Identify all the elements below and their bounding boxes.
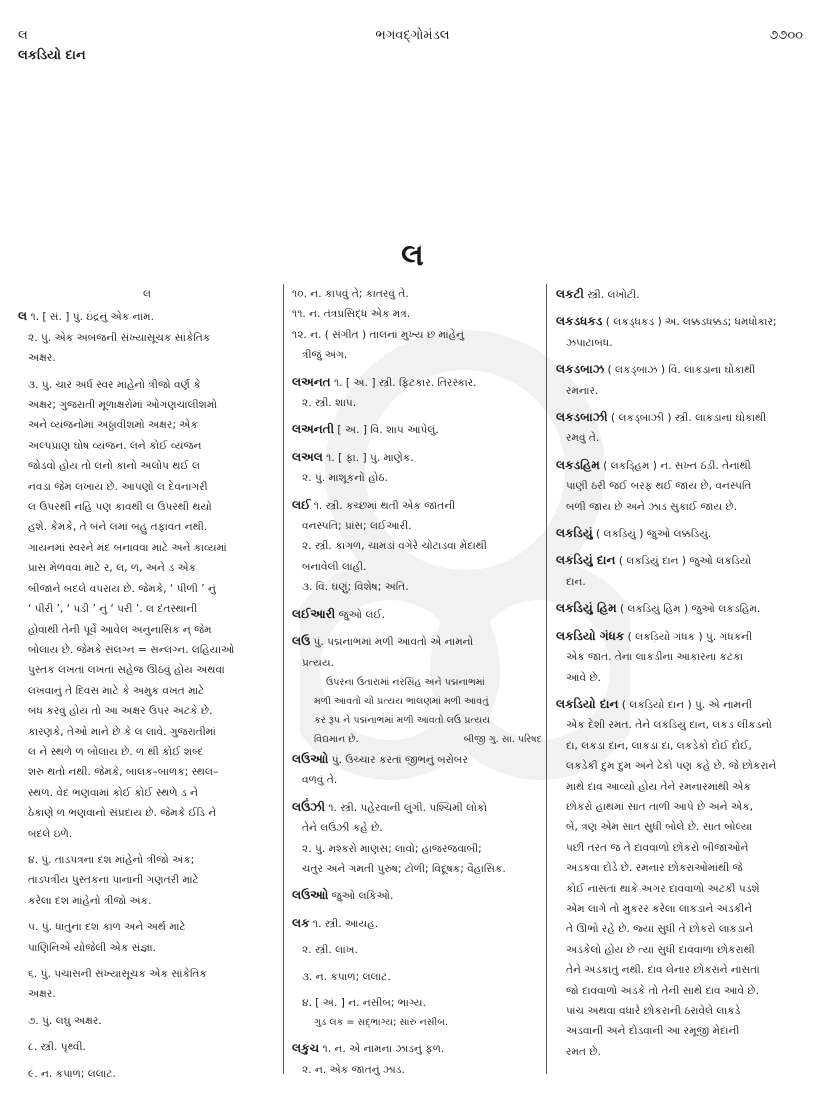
column-divider — [546, 284, 547, 1074]
definition-text: ઠેકાણે ળ ભણવાનો સંપ્રદાય છે. જેમકે ઈડિ ને — [28, 807, 217, 820]
dictionary-entry-line — [292, 967, 542, 987]
headword: લઉંઝી — [292, 799, 326, 814]
dictionary-entry-line — [556, 476, 812, 496]
dictionary-entry-line — [18, 891, 276, 911]
dictionary-entry-line — [18, 497, 276, 517]
dictionary-entry-line — [556, 838, 812, 858]
definition-text: ( લકડ઼િયું ) જુઓ લક્કડિયું. — [592, 528, 712, 541]
headword: લકટી — [556, 287, 584, 301]
definition-text: અડકવા દોડે છે. રમનાર છોકરાઓમાંથી જે — [566, 862, 743, 875]
dictionary-entry-headline — [556, 407, 812, 428]
dictionary-entry-line — [556, 797, 812, 817]
dictionary-entry-line — [18, 620, 276, 640]
headword: લકડધકડ — [556, 314, 603, 329]
definition-text: એક દેશી રમત. તેને લકડિયું દાન, લકડ લીકડનો — [566, 719, 772, 732]
definition-text: ૧. સ્ત્રી. આયહ. — [309, 917, 379, 930]
dictionary-entry-line — [556, 497, 812, 517]
dictionary-entry-line — [292, 393, 542, 413]
column-divider — [283, 284, 284, 1074]
definition-text: અક્ષર; ગુજરાતી મૂળાક્ષરોમાં ઓગણચાલીશમો — [28, 399, 217, 412]
dictionary-entry-headline — [292, 495, 542, 516]
dictionary-entry-line — [18, 477, 276, 497]
headword: લકડહિમ — [556, 457, 600, 472]
definition-text: શરુ થતો નથી. જેમકે, બાલક–બાળક; સ્થલ– — [28, 766, 219, 779]
definition-text: ૬. પું. પચાસની સંખ્યાસૂચક એક સાંકેતિક — [28, 968, 207, 980]
definition-text: ૮. સ્ત્રી. પૃથ્વી. — [28, 1041, 86, 1054]
definition-text: તે ઊભો રહે છે. જ્યાં સુધી તે છોકરો લાકડાને — [566, 923, 754, 936]
definition-text: ‘ પીરી ’, ‘ પડી ’ નું ‘ પરી ’. લ દંતસ્થાની — [28, 603, 198, 616]
dictionary-entry-line — [18, 681, 276, 701]
dictionary-entry-line — [18, 1064, 276, 1084]
dictionary-entry-line — [18, 917, 276, 937]
dictionary-entry-line — [556, 333, 812, 353]
definition-text: ૧. સ્ત્રી. કચ્છમાં થતી એક જાતની — [310, 499, 456, 512]
definition-text: છોકરો હાથમાં સાત તાળી આપે છે અને એક, — [566, 800, 754, 813]
definition-text: એક જાત. તેના લાકડીના આકારના કટકા — [566, 651, 744, 664]
dictionary-entry-line — [18, 984, 276, 1004]
definition-text: ( લકડ્હિમ ) ન. સખ્ત ઠંડી. તેનાથી — [599, 459, 751, 472]
dictionary-entry-line — [556, 715, 812, 735]
headword: લકડિયું દાન — [556, 553, 616, 568]
definition-text: અડકેલો હોય છે ત્યાં સુધી દાવવાળા છોકરાથી — [566, 943, 755, 956]
dictionary-entry-headline — [292, 797, 542, 818]
definition-text: એમ લાગે તો મુકરર કરેલા લાકડાને અડકીને — [566, 902, 753, 915]
dictionary-entry-headline — [292, 372, 542, 393]
definition-text: અક્ષર. — [28, 988, 56, 1001]
headword: લઉઆો — [292, 888, 329, 903]
dictionary-entry-line — [18, 328, 276, 348]
definition-text: જુઓ લઈ. — [335, 608, 386, 621]
dictionary-entry-line — [292, 692, 542, 711]
definition-text: વળવું તે. — [302, 774, 338, 787]
dictionary-entry-line — [292, 468, 542, 488]
dictionary-entry-line — [556, 879, 812, 899]
dictionary-entry-line — [292, 284, 542, 304]
definition-text: વિદ્યમાન છે. — [314, 733, 359, 745]
headword: લઅનત — [292, 374, 331, 389]
dictionary-entry-line — [292, 730, 542, 749]
definition-text: બળી જાય છે અને ઝાડ સુકાઈ જાય છે. — [566, 500, 738, 513]
definition-text: પું. પદ્મનાભમાં મળી આવતો એ નામનો — [310, 636, 474, 649]
definition-text: બદલે ઇળે. — [28, 827, 73, 840]
dictionary-entry-line — [556, 817, 812, 837]
dictionary-entry-line — [18, 395, 276, 415]
dictionary-entry-headline — [556, 359, 812, 380]
definition-text: ૧. [ સં. ] પું. ઇંદ્રનું એક નામ. — [27, 311, 154, 324]
definition-text: મળી આવતો ચો પ્રત્યય ભાલણમાં મળી આવતું — [314, 695, 489, 707]
definition-text: ત્રીજું અંગ. — [302, 349, 348, 362]
headword: લઉ — [292, 634, 311, 649]
dictionary-entry-line — [292, 818, 542, 838]
dictionary-entry-line — [18, 701, 276, 721]
dictionary-entry-line — [18, 803, 276, 823]
definition-text: તાડપત્રીય પુસ્તકનાં પાનાની ગણતરી માટે — [28, 874, 199, 887]
dictionary-entry-headline — [292, 419, 542, 440]
definition-text: પાંચ અથવા વધારે છોકરાની ઠરાવેલે લાકડે — [566, 1005, 741, 1017]
dictionary-entry-line — [18, 742, 276, 762]
dictionary-entry-line — [18, 850, 276, 870]
dictionary-entry-headline — [556, 550, 812, 571]
dictionary-entry-line — [556, 428, 812, 448]
dictionary-entry-line — [18, 456, 276, 476]
definition-text: સ્થળ. વેદ ભણવામાં કોઈ કોઈ સ્થળે ડ ને — [28, 786, 199, 799]
definition-text: [ અ. ] વિ. શાપ આપેલું. — [334, 424, 439, 437]
headword: લકડબાઝ — [556, 362, 605, 377]
definition-text: ગાયનમાં સ્વરને મંદ બનાવવા માટે અને કાવ્યમાં — [28, 541, 227, 554]
dictionary-entry-line — [18, 436, 276, 456]
dictionary-entry-line — [556, 1001, 812, 1021]
definition-text: ચતુર અને ગમતી પુરુષ; ટોળી; વિદૂષક; વૈહાસિક. — [302, 862, 506, 875]
definition-text: ૯. ન. કપાળ; લલાટ. — [28, 1067, 116, 1080]
definition-text: ૨. પું. માશૂકનો હોઠ. — [302, 472, 388, 485]
dictionary-entry-line — [556, 858, 812, 878]
headword: લઉઆો — [292, 751, 329, 766]
definition-text: ૧. [ અ. ] સ્ત્રી. ફિટકાર. તિરસ્કાર. — [330, 376, 477, 389]
definition-text: ( લકડ્ધકડ ) અ. લક્કડધક્કડ; ધમધોકાર; — [602, 316, 777, 329]
dictionary-entry-line — [292, 1060, 542, 1080]
dictionary-entry-line — [292, 859, 542, 879]
dictionary-entry-line — [18, 660, 276, 680]
dictionary-entry-line — [18, 558, 276, 578]
dictionary-entry-line — [18, 762, 276, 782]
definition-text: હોવાથી તેની પૂર્વે આવેલ અનુનાસિક ન્ જેમ — [28, 623, 212, 636]
dictionary-entry-line — [18, 579, 276, 599]
definition-text: દા, લકડા દાન, લાકડા દા, લકડેકો દોઈ દોઈ, — [566, 739, 752, 752]
definition-text: પાણિનિએ યોજેલી એક સંજ્ઞા. — [28, 941, 156, 954]
dictionary-entry-headline — [292, 604, 542, 625]
dictionary-entry-line — [18, 599, 276, 619]
definition-text: ૧. [ ફા. ] પું. માણેક. — [322, 451, 414, 464]
header-dictionary-title: ભગવદ્ગોમંડલ — [375, 28, 450, 43]
definition-text: ૨. સ્ત્રી. લાખ. — [302, 944, 358, 957]
dictionary-entry-line — [556, 647, 812, 667]
column-left — [18, 284, 276, 1083]
definition-text: ૨. પું. એક અબજની સંખ્યાસૂચક સાંકેતિક — [28, 331, 211, 344]
definition-text: પાણી ઠરી જઈ બરફ થઈ જાય છે, વનસ્પતિ — [566, 480, 752, 493]
dictionary-entry-headline — [556, 694, 812, 715]
dictionary-entry-line — [292, 325, 542, 345]
dictionary-entry-line — [18, 824, 276, 844]
definition-text: જોડવો હોય તો લનો કાનો અલોપ થઈ લ — [28, 460, 201, 473]
dictionary-entry-line — [292, 839, 542, 859]
dictionary-entry-headline — [556, 598, 812, 619]
headword: લઈઆરી — [292, 606, 336, 621]
headword: લકડિયું — [556, 526, 593, 541]
definition-text: ૧. ન. એ નામના ઝાડનું ફળ. — [319, 1043, 445, 1056]
definition-text: દાન. — [566, 575, 586, 588]
definition-text: ( લકડ્બાઝી ) સ્ત્રી. લાકડાના ઘોકાથી — [607, 412, 767, 425]
definition-text: ૧૨. ન. ( સંગીત ) તાલનાં મુખ્ય છ માંહેનું — [292, 328, 464, 341]
definition-text: બોલાય છે. જેમકે સંલગ્ન = સન્લગ્ન. લહિયાઓ — [28, 643, 235, 656]
headword: લકડિયો દાન — [556, 696, 619, 711]
definition-text: અક્ષર. — [28, 352, 56, 365]
dictionary-entry-line — [18, 640, 276, 660]
definition-text: વનસ્પતિ; પ્રાંસ; લઈઆરી. — [302, 520, 412, 533]
definition-text: નવડા જેમ લખાય છે. આપણો લ દેવનાગરી — [28, 480, 208, 493]
definition-text: અને વ્યંજનોમાં અઠ્ઠાવીશમો અક્ષર; એક — [28, 419, 198, 432]
definition-text: ૫. પું. ધાતુના દશ કાળ અને અર્થ માટે — [28, 921, 186, 934]
headword: લકડબાઝી — [556, 410, 608, 425]
column-middle — [292, 284, 542, 1083]
definition-text: ઝપાટાબંધ. — [566, 336, 613, 349]
definition-text: ૧૧. ન. તંત્રપ્રસિદ્ધ એક મંત્ર. — [292, 308, 411, 321]
dictionary-entry-line — [556, 1042, 812, 1062]
dictionary-entry-line — [292, 770, 542, 790]
dictionary-entry-line — [556, 899, 812, 919]
definition-text: ( લકડ઼િયો ગંધક ) પું. ગંધકની — [624, 630, 753, 643]
definition-text: જો દાવવાળો અડકે તો તેની સાથે દાવ આવે છે. — [566, 984, 759, 997]
definition-text: ( લકડ઼િયું હિમ ) જુઓ લકડહિમ. — [616, 603, 761, 616]
dictionary-entry-line — [292, 1013, 542, 1032]
headword: લકડિયું હિમ — [556, 601, 617, 616]
dictionary-entry-line — [556, 777, 812, 797]
definition-text: લકડેકી દુમ દુમ અને ઢેકો પણ કહે છે. જે છોકરાને — [566, 760, 777, 773]
definition-text: ૧. સ્ત્રી. પહેરવાની લુંગી. પશ્ચિમી લોકો — [325, 801, 487, 814]
definition-text: લ ઉપરથી નહિ પણ કાવથી લ ઉપરથી થયો — [28, 501, 212, 514]
header-page-number: ૭૭૦૦ — [769, 28, 803, 43]
dictionary-entry-line — [292, 711, 542, 730]
dictionary-entry-line — [18, 348, 276, 368]
dictionary-entry-headline — [292, 913, 542, 934]
definition-text: ( લકડ઼િયો દાન ) પું. એ નામની — [618, 698, 753, 711]
dictionary-entry-line — [556, 756, 812, 776]
dictionary-entry-line — [18, 415, 276, 435]
column-right — [556, 284, 812, 1083]
definition-text: સ્ત્રી. લખોટી. — [583, 289, 640, 301]
dictionary-entry-line — [292, 993, 542, 1013]
header-guide-word: લકડિયો દાન — [18, 48, 86, 63]
dictionary-entry-line — [556, 668, 812, 688]
definition-text: તેને લઉંઝી કહે છે. — [302, 822, 383, 835]
dictionary-entry-line — [292, 345, 542, 365]
definition-text: ૨. ન. એક જાતનું ઝાડ. — [302, 1063, 405, 1076]
definition-text: ( લકડ્બાઝ ) વિ. લાકડાના ઘોકાથી — [604, 364, 756, 377]
definition-text: તેને અડકાતું નથી. દાવ લેનાર છોકરાને નાસતાં — [566, 964, 760, 977]
definition-text: ૩. વિ. ઘણું; વિશેષ; અતિ. — [302, 581, 409, 594]
definition-text: હશે. કેમકે, તે બંને લમાં બહુ તફાવત નથી. — [28, 521, 208, 534]
definition-text: કરેલા દશ માંહેનો ત્રીજો અંક. — [28, 894, 152, 907]
dictionary-entry-headline — [18, 306, 276, 327]
definition-text: ૨. પું. મશ્કરો માણસ; લાવો; હાજરજવાબી; — [302, 842, 482, 855]
dictionary-entry-line — [556, 919, 812, 939]
dictionary-entry-line — [292, 516, 542, 536]
dictionary-entry-line — [18, 783, 276, 803]
dictionary-entry-line — [292, 940, 542, 960]
definition-text: અડવાની અને દોડવાની આ રમૂજી મેદાની — [566, 1025, 740, 1038]
header-section-letter: લ — [18, 28, 28, 43]
definition-text: રમત છે. — [566, 1045, 601, 1058]
definition-text: ૩. ન. કપાળ; લલાટ. — [302, 970, 391, 983]
definition-text: ૩. પું. ચાર અર્ધ સ્વર માંહેનો ત્રીજો વર્ણ કે — [28, 378, 201, 391]
headword: લઈ — [292, 497, 311, 512]
dictionary-entry-line — [292, 673, 542, 692]
definition-text: બંધ કરવું હોય તો આ અક્ષર ઉપર અટકે છે. — [28, 705, 213, 718]
definition-text: પછી તરત જ તે દાવવાળો છોકરો બીજાઓને — [566, 841, 749, 854]
dictionary-entry-line — [556, 960, 812, 980]
definition-text: માથે દાવ આવ્યો હોય તેને રમનારમાંથી એક — [566, 780, 751, 793]
definition-text: લખવાનું તે દિવસ માટે કે અમુક વખત માટે — [28, 684, 205, 697]
dictionary-entry-line — [556, 940, 812, 960]
definition-text: રમનાર. — [566, 384, 599, 397]
definition-text: કારણકે, તેઓ માને છે કે લ લાવે. ગુજરાતીમાં — [28, 725, 216, 738]
dictionary-entry-line — [556, 736, 812, 756]
definition-text: ૧૦. ન. કાપવું તે; કાતરવું તે. — [292, 288, 409, 300]
dictionary-entry-headline — [556, 626, 812, 647]
dictionary-entry-headline — [556, 311, 812, 332]
definition-text: બનાવેલી લાહી. — [302, 560, 367, 573]
headword: લઅલ — [292, 449, 323, 464]
dictionary-entry-headline — [556, 455, 812, 476]
dictionary-entry-line — [292, 536, 542, 556]
definition-text: પ્રાસ મેળવવા માટે ર, લ, ળ, અને ડ એક — [28, 562, 197, 575]
definition-text: ૭. પું. લઘુ અક્ષર. — [28, 1014, 102, 1027]
definition-text: ( લકડ઼િયું દાન ) જુઓ લકડિયો — [615, 555, 752, 568]
citation-source: બીજી ગુ. સા. પરિષદ — [463, 733, 542, 745]
dictionary-entry-headline — [292, 631, 542, 652]
dictionary-entry-line — [556, 981, 812, 1001]
dictionary-entry-line — [18, 938, 276, 958]
section-initial-letter: લ — [401, 238, 424, 273]
dictionary-entry-line — [18, 538, 276, 558]
definition-text: લ ને સ્થળે ળ બોલાય છે. ળ થી કોઈ શબ્દ — [28, 745, 204, 758]
definition-text: ૨. સ્ત્રી. શાપ. — [302, 397, 357, 410]
column-section-head: લ — [142, 288, 151, 300]
headword: લ — [18, 309, 28, 324]
dictionary-entry-line — [556, 572, 812, 592]
dictionary-entry-line — [556, 381, 812, 401]
definition-text: ૪. પું. તાડપત્રના દશ માંહેનો ત્રીજો અંક; — [28, 853, 195, 866]
dictionary-entry-headline — [292, 749, 542, 770]
headword: લકડિયો ગંધક — [556, 628, 625, 643]
dictionary-entry-line — [18, 964, 276, 984]
definition-text: પુસ્તક લખતાં લખતાં સહેજ ઊઠવું હોય અથવા — [28, 664, 225, 677]
dictionary-entry-line — [292, 653, 542, 673]
dictionary-entry-line — [18, 870, 276, 890]
definition-text: કરં રૂપ ને પદ્મનાભમાં મળી આવતો લઉ પ્રત્યય — [314, 714, 491, 726]
dictionary-entry-headline — [292, 885, 542, 906]
definition-text: બીજાને બદલે વપરાય છે. જેમકે, ‘ પીળી ’ નું — [28, 582, 216, 595]
dictionary-entry-line — [18, 1011, 276, 1031]
headword: લઅનતી — [292, 422, 335, 437]
definition-text: ૨. સ્ત્રી. કાગળ, ચામડાં વગેરે ચોટાડવા મેંદાથી — [302, 540, 487, 553]
dictionary-entry-line — [292, 557, 542, 577]
dictionary-entry-line — [18, 1037, 276, 1057]
definition-text: જુઓ લકિઓ. — [328, 890, 394, 903]
dictionary-entry-headline — [292, 447, 542, 468]
definition-text: બે, ત્રણ એમ સાત સુધી બોલે છે. સાત બોલ્યા — [566, 821, 753, 834]
dictionary-entry-line — [18, 722, 276, 742]
headword: લક — [292, 915, 310, 930]
dictionary-entry-line — [18, 375, 276, 395]
definition-text: પ્રત્યય. — [302, 656, 335, 669]
definition-text: રમવું તે. — [566, 432, 600, 445]
definition-text: આવે છે. — [566, 671, 601, 684]
dictionary-entry-headline — [292, 1038, 542, 1059]
definition-text: કોઈ નાસતાં થાકે અગર દાવવાળો અટકી પડશે — [566, 882, 760, 895]
headword: લકુચ — [292, 1041, 320, 1056]
definition-text: અલ્પપ્રાણ ઘોષ વ્યંજન. લને કોઈ વ્યંજન — [28, 439, 202, 452]
dictionary-entry-headline — [556, 523, 812, 544]
dictionary-entry-line — [18, 517, 276, 537]
dictionary-entry-line — [556, 1021, 812, 1041]
dictionary-entry-headline — [556, 284, 812, 305]
dictionary-entry-line — [292, 577, 542, 597]
definition-text: ૪. [ અં. ] ન. નસીબ; ભાગ્ય. — [302, 996, 426, 1009]
definition-text: ગુડ લક = સદ્ભાગ્ય; સારું નસીબ. — [314, 1017, 448, 1029]
definition-text: પું. ઉચ્ચાર કરતાં જીભનું બરોબર — [328, 753, 468, 766]
dictionary-entry-line — [292, 304, 542, 324]
definition-text: ઉપરના ઉતારામાં નરસિંહ અને પદ્મનાભમાં — [326, 676, 485, 688]
